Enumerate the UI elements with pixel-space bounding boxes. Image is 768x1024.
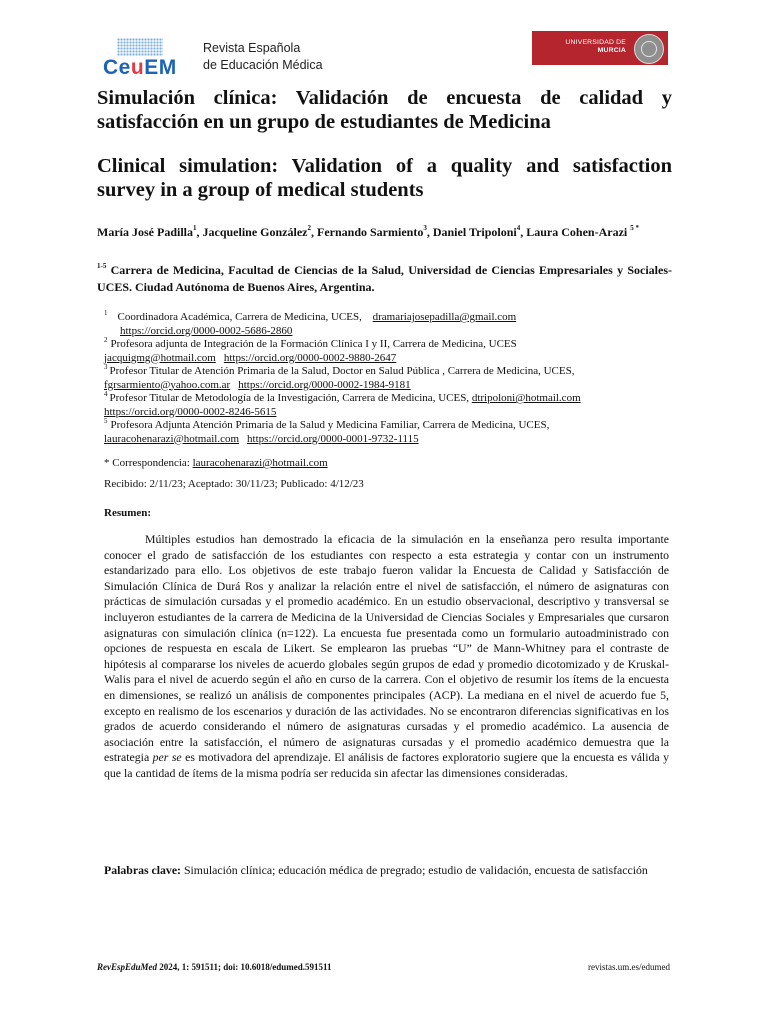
affiliation: [97, 262, 672, 296]
footer-url[interactable]: revistas.um.es/edumed: [588, 962, 670, 972]
ceuem-wordmark: [103, 56, 177, 80]
logo-part-em: EM: [144, 56, 177, 79]
publication-dates: Recibido: 2/11/23; Aceptado: 30/11/23; Publicado: 4/12/23: [104, 478, 364, 490]
note-text: Profesora adjunta de Integración de la Formación Clínica I y II, Carrera de Medicina, UCES: [110, 338, 517, 350]
author-name: María José Padilla: [97, 225, 193, 239]
correspondence-email[interactable]: lauracohenarazi@hotmail.com: [192, 457, 328, 469]
email-link[interactable]: lauracohenarazi@hotmail.com: [104, 432, 240, 445]
correspondence-label: * Correspondencia:: [104, 457, 190, 469]
correspondence: [104, 456, 328, 470]
email-link[interactable]: fgrsarmiento@yahoo.com.ar: [104, 378, 231, 391]
author-name: Jacqueline González: [202, 225, 308, 239]
abstract-heading: Resumen:: [104, 507, 152, 519]
university-logo-text: [562, 39, 626, 55]
note-number: 4: [104, 390, 108, 399]
author-note: [104, 419, 669, 446]
ceuem-logo: [103, 32, 177, 79]
footer-journal-abbr: RevEspEduMed: [97, 962, 158, 972]
author-name: Daniel Tripoloni: [432, 225, 517, 239]
keywords-text: Simulación clínica; educación médica de pregrado; estudio de validación, encuesta de satisfacción: [183, 863, 648, 877]
university-logo-line1: UNIVERSIDAD DE: [565, 39, 626, 46]
author-note: [104, 311, 669, 338]
journal-name-line1: Revista Española: [203, 41, 301, 55]
author-note: [104, 338, 669, 365]
university-murcia-logo: [532, 31, 668, 65]
note-number: 5: [104, 417, 108, 426]
note-text: Coordinadora Académica, Carrera de Medicina, UCES,: [117, 311, 362, 323]
note-text: Profesor Titular de Metodología de la Investigación, Carrera de Medicina, UCES,: [109, 392, 470, 404]
keywords-label: Palabras clave:: [104, 863, 181, 877]
orcid-link[interactable]: https://orcid.org/0000-0002-5686-2860: [120, 324, 293, 337]
author-name: Laura Cohen-Arazi: [526, 225, 628, 239]
author-sup: 4: [516, 224, 521, 232]
title-english: Clinical simulation: Validation of a quality and satisfaction survey in a group of medical students: [97, 155, 672, 201]
orcid-link[interactable]: https://orcid.org/0000-0002-9880-2647: [223, 351, 397, 364]
author-note: [104, 365, 669, 392]
orcid-link[interactable]: https://orcid.org/0000-0001-9732-1115: [247, 432, 419, 445]
author-sup: 1: [193, 224, 197, 232]
email-link[interactable]: jacquigmg@hotmail.com: [104, 351, 216, 364]
note-text: Profesor Titular de Atención Primaria de la Salud, Doctor en Salud Pública , Carrera de Medicina, UCES,: [109, 365, 575, 377]
logo-part-u: u: [130, 56, 145, 79]
abstract-text-part1: Múltiples estudios han demostrado la eficacia de la simulación en la enseñanza pero resulta importante conocer el grado de satisfacción de los estudiantes con respecto a esta estrategia y contar con un instrumento estandarizado para ello. Los objetivos de este trabajo fueron validar la Encuesta de Calidad y Satisfacción de Simulación Clínica de Durá Ros y analizar la relación entre el nivel de satisfacción, el número de asignaturas con prácticas de simulación cursadas y el promedio académico. En un estudio observacional, descriptivo y transversal se incluyeron estudiantes de la carrera de Medicina de la Universidad de Ciencias Sociales y Empresariales que cursaron asignaturas con simulación clínica (n=122). La encuesta fue presentada como un formulario autoadministrado con opciones de respuesta en escala de Likert. Se emplearon las pruebas “U” de Mann-Whitney para el contraste de hipótesis al compararse los niveles de acuerdo globales según grupos de edad y promedio dicotomizado y de Kruskal-Walis para el nivel de acuerdo según el año en curso de la carrera. Con el objetivo de resumir los ítems de la encuesta en dimensiones, se realizó un análisis de componentes principales (ACP). La mediana en el nivel de acuerdo fue 5, excepto en realismo de los escenarios y duración de las actividades. No se encontraron diferencias significativas en los grados de acuerdo considerando el número de asignaturas cursadas y el promedio académico. La ausencia de asociación entre la satisfacción, el número de asignaturas cursadas y el promedio académico demuestra que la estrategia: [104, 532, 669, 765]
author-note: [104, 392, 669, 419]
author-list: María José Padilla$^1$, Jacqueline González$^2$, Fernando Sarmiento$^3$, Daniel Tripoloni$^4$, Laura Cohen-Arazi $^{5 *}$: [97, 224, 639, 239]
abstract-text-part2: es motivadora del aprendizaje. El análisis de factores exploratorio sugiere que la encuesta es válida y que la cantidad de ítems de la misma podría ser reducida sin afectar las dimensiones consideradas.: [104, 750, 669, 780]
affiliation-sup: 1-5: [97, 262, 107, 270]
keywords: [104, 863, 669, 879]
email-link[interactable]: dramariajosepadilla@gmail.com: [372, 311, 517, 323]
orcid-link[interactable]: https://orcid.org/0000-0002-1984-9181: [238, 378, 411, 391]
university-logo-line2: MURCIA: [597, 47, 626, 54]
journal-name-line2: de Educación Médica: [203, 58, 323, 72]
author-sup: 5 *: [630, 224, 639, 232]
author-sup: 3: [423, 224, 427, 232]
abstract-italic: per se: [152, 750, 182, 765]
author-name: Fernando Sarmiento: [317, 225, 424, 239]
orcid-link[interactable]: https://orcid.org/0000-0002-8246-5615: [104, 405, 277, 418]
note-number: 3: [104, 363, 108, 372]
university-seal-icon: [634, 34, 664, 64]
page-header: [103, 30, 668, 80]
logo-part-ce: Ce: [103, 56, 131, 79]
abstract-body: [104, 532, 669, 782]
footer-citation-text: 2024, 1: 591511; doi: 10.6018/edumed.591511: [157, 962, 332, 972]
journal-name: [203, 40, 323, 74]
logo-dot-pattern: [117, 38, 163, 56]
title-spanish: Simulación clínica: Validación de encuesta de calidad y satisfacción en un grupo de estudiantes de Medicina: [97, 87, 672, 133]
footer-citation: [97, 961, 332, 973]
author-notes: [104, 311, 669, 446]
note-text: Profesora Adjunta Atención Primaria de la Salud y Medicina Familiar, Carrera de Medicina, UCES,: [110, 419, 550, 431]
note-number: 1: [104, 309, 108, 318]
email-link[interactable]: dtripoloni@hotmail.com: [471, 392, 581, 404]
author-sup: 2: [307, 224, 311, 232]
note-number: 2: [104, 336, 108, 345]
affiliation-text: Carrera de Medicina, Facultad de Ciencias de la Salud, Universidad de Ciencias Empresariales y Sociales-UCES. Ciudad Autónoma de Buenos Aires, Argentina.: [97, 263, 672, 294]
